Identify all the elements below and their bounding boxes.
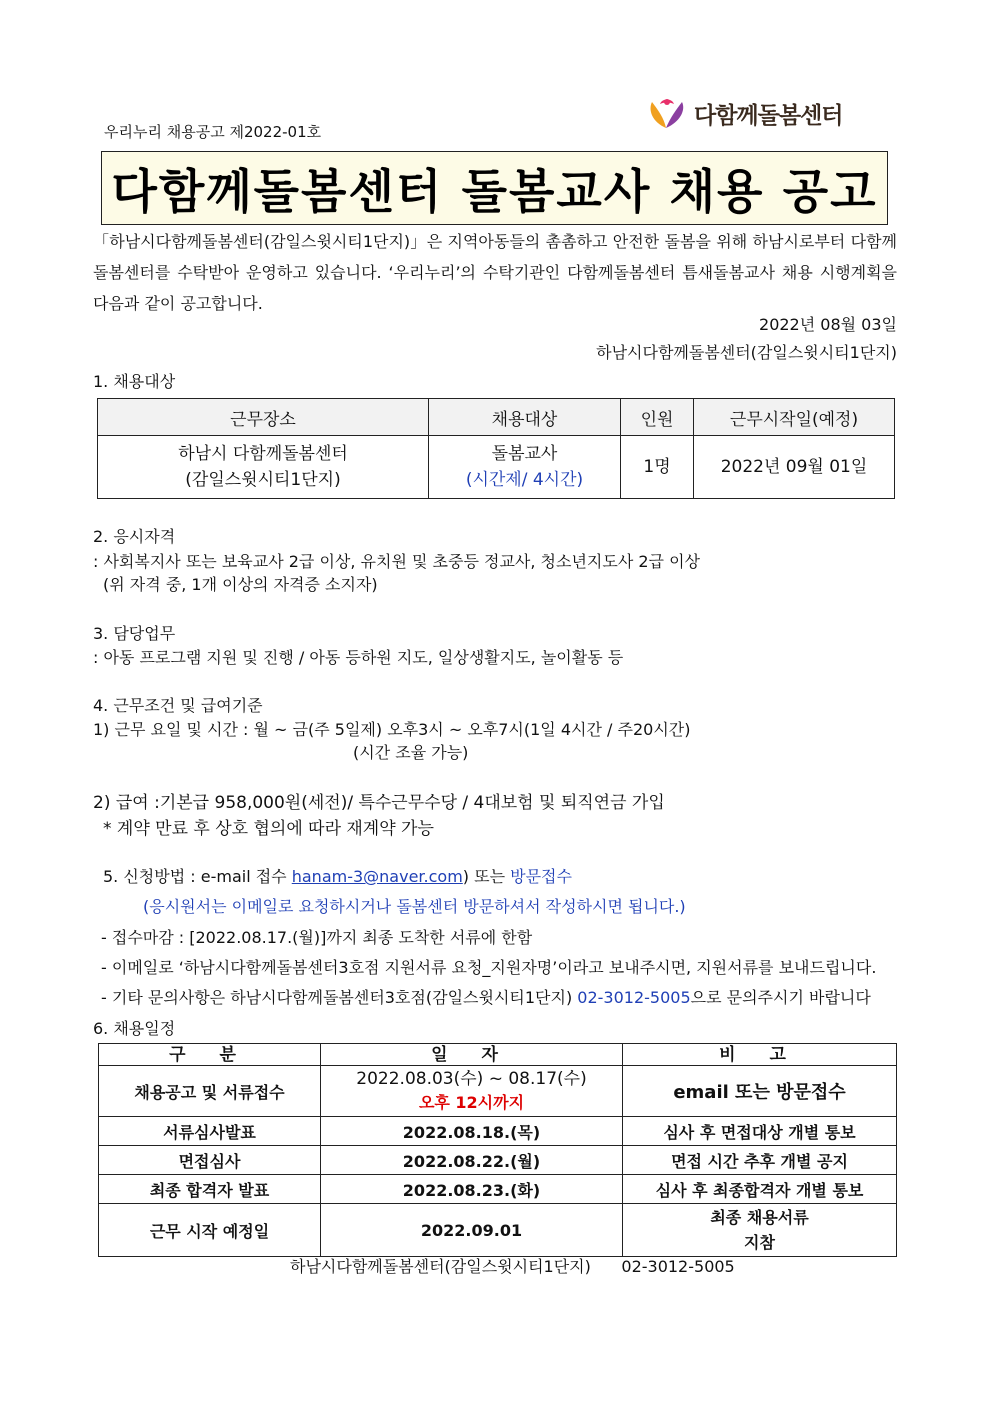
schedule-table xyxy=(98,1043,897,1257)
table-row xyxy=(99,1175,897,1204)
row-note xyxy=(623,1204,897,1257)
section-2-line-1: : 사회복지사 또는 보육교사 2급 이상, 유치원 및 초중등 정교사, 청소년지도사 2급 이상 xyxy=(93,552,701,571)
notice-date: 2022년 08월 03일 xyxy=(759,315,897,334)
row-date-note: 오후 12시까지 xyxy=(418,1093,525,1112)
target-line-2: (시간제/ 4시간) xyxy=(465,470,584,490)
section-4-line-1: 1) 근무 요일 및 시간 : 월 ~ 금(주 5일제) 오후3시 ~ 오후7시(1일 4시간 / 주20시간) xyxy=(93,720,691,739)
row-label: 채용공고 및 서류접수 xyxy=(99,1066,321,1117)
section-4-line-4: * 계약 만료 후 상호 협의에 따라 재계약 가능 xyxy=(103,819,434,839)
row-date: 2022.08.18.(목) xyxy=(321,1117,623,1146)
inquiry-line xyxy=(101,985,871,1008)
section-5-prefix: 5. 신청방법 : e-mail 접수 xyxy=(103,867,292,886)
target-line-1: 돌봄교사 xyxy=(491,444,558,464)
header-target: 채용대상 xyxy=(429,399,621,436)
section-3-heading: 3. 담당업무 xyxy=(93,624,176,643)
row-date: 2022.09.01 xyxy=(321,1204,623,1257)
visit-text: 방문접수 xyxy=(510,867,572,886)
section-2-heading: 2. 응시자격 xyxy=(93,527,176,546)
inquiry-prefix: - 기타 문의사항은 하남시다함께돌봄센터3호점(감일스윗시티1단지) xyxy=(101,988,578,1007)
target-cell xyxy=(429,436,621,499)
inquiry-phone: 02-3012-5005 xyxy=(577,988,691,1007)
header-category: 구 분 xyxy=(99,1044,321,1066)
section-3-line-1: : 아동 프로그램 지원 및 진행 / 아동 등하원 지도, 일상생활지도, 놀이활동 등 xyxy=(93,648,624,667)
header-date: 일 자 xyxy=(321,1044,623,1066)
header-start: 근무시작일(예정) xyxy=(694,399,895,436)
logo xyxy=(646,96,843,130)
page-title: 다함께돌봄센터 돌봄교사 채용 공고 xyxy=(111,164,878,220)
email-link[interactable]: hanam-3@naver.com xyxy=(291,867,463,886)
footer-contact: 하남시다함께돌봄센터(감일스윗시티1단지) 02-3012-5005 xyxy=(290,1257,735,1276)
row-date: 2022.08.23.(화) xyxy=(321,1175,623,1204)
table-row xyxy=(99,1066,897,1117)
row-label: 근무 시작 예정일 xyxy=(99,1204,321,1257)
header-place: 근무장소 xyxy=(98,399,429,436)
row-date: 2022.08.22.(월) xyxy=(321,1146,623,1175)
title-box xyxy=(101,151,888,225)
table-header-row xyxy=(98,399,895,436)
deadline-line: - 접수마감 : [2022.08.17.(월)]까지 최종 도착한 서류에 한함 xyxy=(101,928,533,947)
organization-name: 하남시다함께돌봄센터(감일스윗시티1단지) xyxy=(596,343,897,362)
logo-text: 다함께돌봄센터 xyxy=(694,102,843,129)
row-label: 최종 합격자 발표 xyxy=(99,1175,321,1204)
table-row xyxy=(99,1117,897,1146)
row-note: email 또는 방문접수 xyxy=(623,1066,897,1117)
table-row xyxy=(99,1204,897,1257)
table-row xyxy=(98,436,895,499)
table-row xyxy=(99,1146,897,1175)
section-5-mid: ) 또는 xyxy=(462,867,511,886)
row-note: 심사 후 최종합격자 개별 통보 xyxy=(623,1175,897,1204)
place-cell xyxy=(98,436,429,499)
section-6-heading: 6. 채용일정 xyxy=(93,1019,176,1038)
row-date-range: 2022.08.03(수) ~ 08.17(수) xyxy=(356,1069,587,1089)
row-note-line-2: 지참 xyxy=(744,1233,775,1252)
section-2-line-2: (위 자격 중, 1개 이상의 자격증 소지자) xyxy=(103,575,378,594)
row-label: 서류심사발표 xyxy=(99,1117,321,1146)
place-line-2: (감일스윗시티1단지) xyxy=(185,470,341,490)
section-1-heading: 1. 채용대상 xyxy=(93,372,176,391)
section-4-line-2: (시간 조율 가능) xyxy=(353,743,469,762)
section-4-line-3: 2) 급여 :기본급 958,000원(세전)/ 특수근무수당 / 4대보험 및 퇴직연금 가입 xyxy=(93,793,665,813)
section-5-line xyxy=(103,864,572,887)
row-date xyxy=(321,1066,623,1117)
application-note: (응시원서는 이메일로 요청하시거나 돌봄센터 방문하셔서 작성하시면 됩니다.) xyxy=(143,897,686,916)
count-cell: 1명 xyxy=(621,436,694,499)
row-note-line-1: 최종 채용서류 xyxy=(710,1208,809,1227)
start-cell: 2022년 09월 01일 xyxy=(694,436,895,499)
intro-paragraph: 「하남시다함께돌봄센터(감일스윗시티1단지)」은 지역아동들의 촘촘하고 안전한 돌봄을 위해 하남시로부터 다함께돌봄센터를 수탁받아 운영하고 있습니다. ‘우리누리’의 수탁기관인 다함께돌봄센터 틈새돌봄교사 채용 시행계획을 다음과 같이 공고합니다. xyxy=(93,232,897,313)
email-request-line: - 이메일로 ‘하남시다함께돌봄센터3호점 지원서류 요청_지원자명’이라고 보내주시면, 지원서류를 보내드립니다. xyxy=(101,958,877,977)
heart-logo-icon xyxy=(646,96,688,130)
place-line-1: 하남시 다함께돌봄센터 xyxy=(178,444,348,464)
row-note: 심사 후 면접대상 개별 통보 xyxy=(623,1117,897,1146)
recruitment-target-table xyxy=(97,398,895,499)
table-header-row xyxy=(99,1044,897,1066)
inquiry-suffix: 으로 문의주시기 바랍니다 xyxy=(690,988,871,1007)
section-4-heading: 4. 근무조건 및 급여기준 xyxy=(93,696,263,715)
row-note: 면접 시간 추후 개별 공지 xyxy=(623,1146,897,1175)
row-label: 면접심사 xyxy=(99,1146,321,1175)
notice-number: 우리누리 채용공고 제2022-01호 xyxy=(104,123,322,141)
header-count: 인원 xyxy=(621,399,694,436)
header-note: 비 고 xyxy=(623,1044,897,1066)
